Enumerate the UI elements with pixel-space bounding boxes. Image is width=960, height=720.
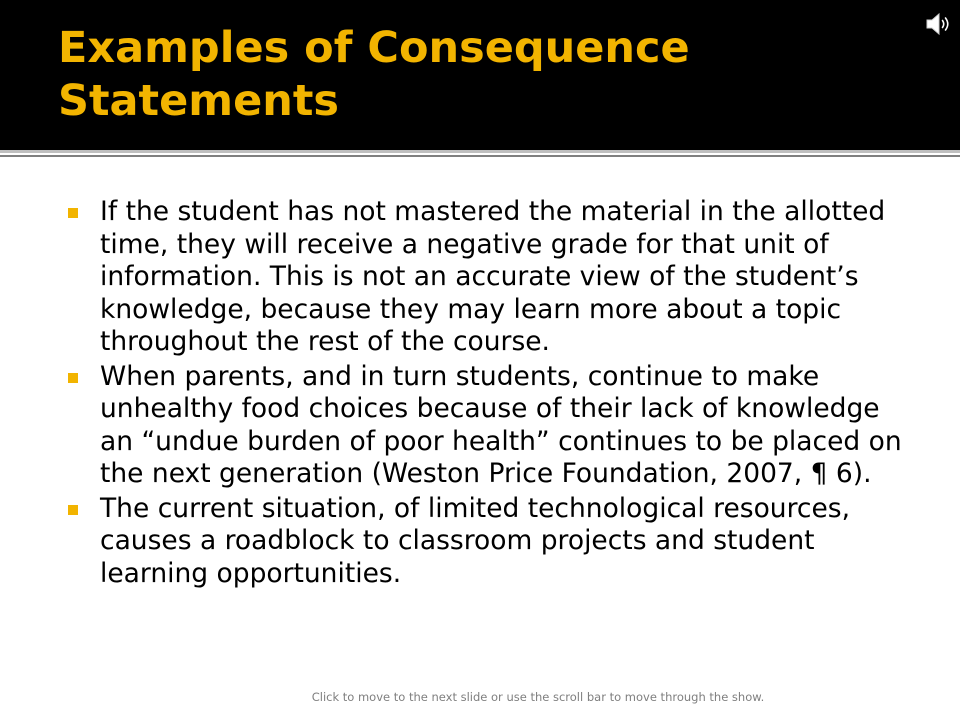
bullet-item [66,493,906,591]
bullet-text: If the student has not mastered the material in the allotted time, they will receive a negative grade for that unit of information. This is not an accurate view of the student’s knowledge, because they may learn more about a topic throughout the rest of the course. [100,196,886,357]
bullet-item [66,361,906,491]
bullet-square-icon [68,505,78,515]
bullet-text: The current situation, of limited technological resources, causes a roadblock to classroom projects and student learning opportunities. [100,492,851,589]
bullet-text: When parents, and in turn students, continue to make unhealthy food choices because of their lack of knowledge an “undue burden of poor health” continues to be placed on the next generation (Weston Price Foundation, 2007, ¶ 6). [100,360,902,489]
slide-title: Examples of Consequence Statements [58,23,690,126]
title-divider [0,150,960,153]
speaker-icon[interactable] [924,10,954,38]
title-bar [0,0,960,150]
bullet-item [66,196,906,359]
bullet-square-icon [68,208,78,218]
bullet-square-icon [68,373,78,383]
title-divider-shadow [0,155,960,157]
navigation-hint: Click to move to the next slide or use the scroll bar to move through the show. [311,690,765,704]
bullet-list [66,196,906,592]
